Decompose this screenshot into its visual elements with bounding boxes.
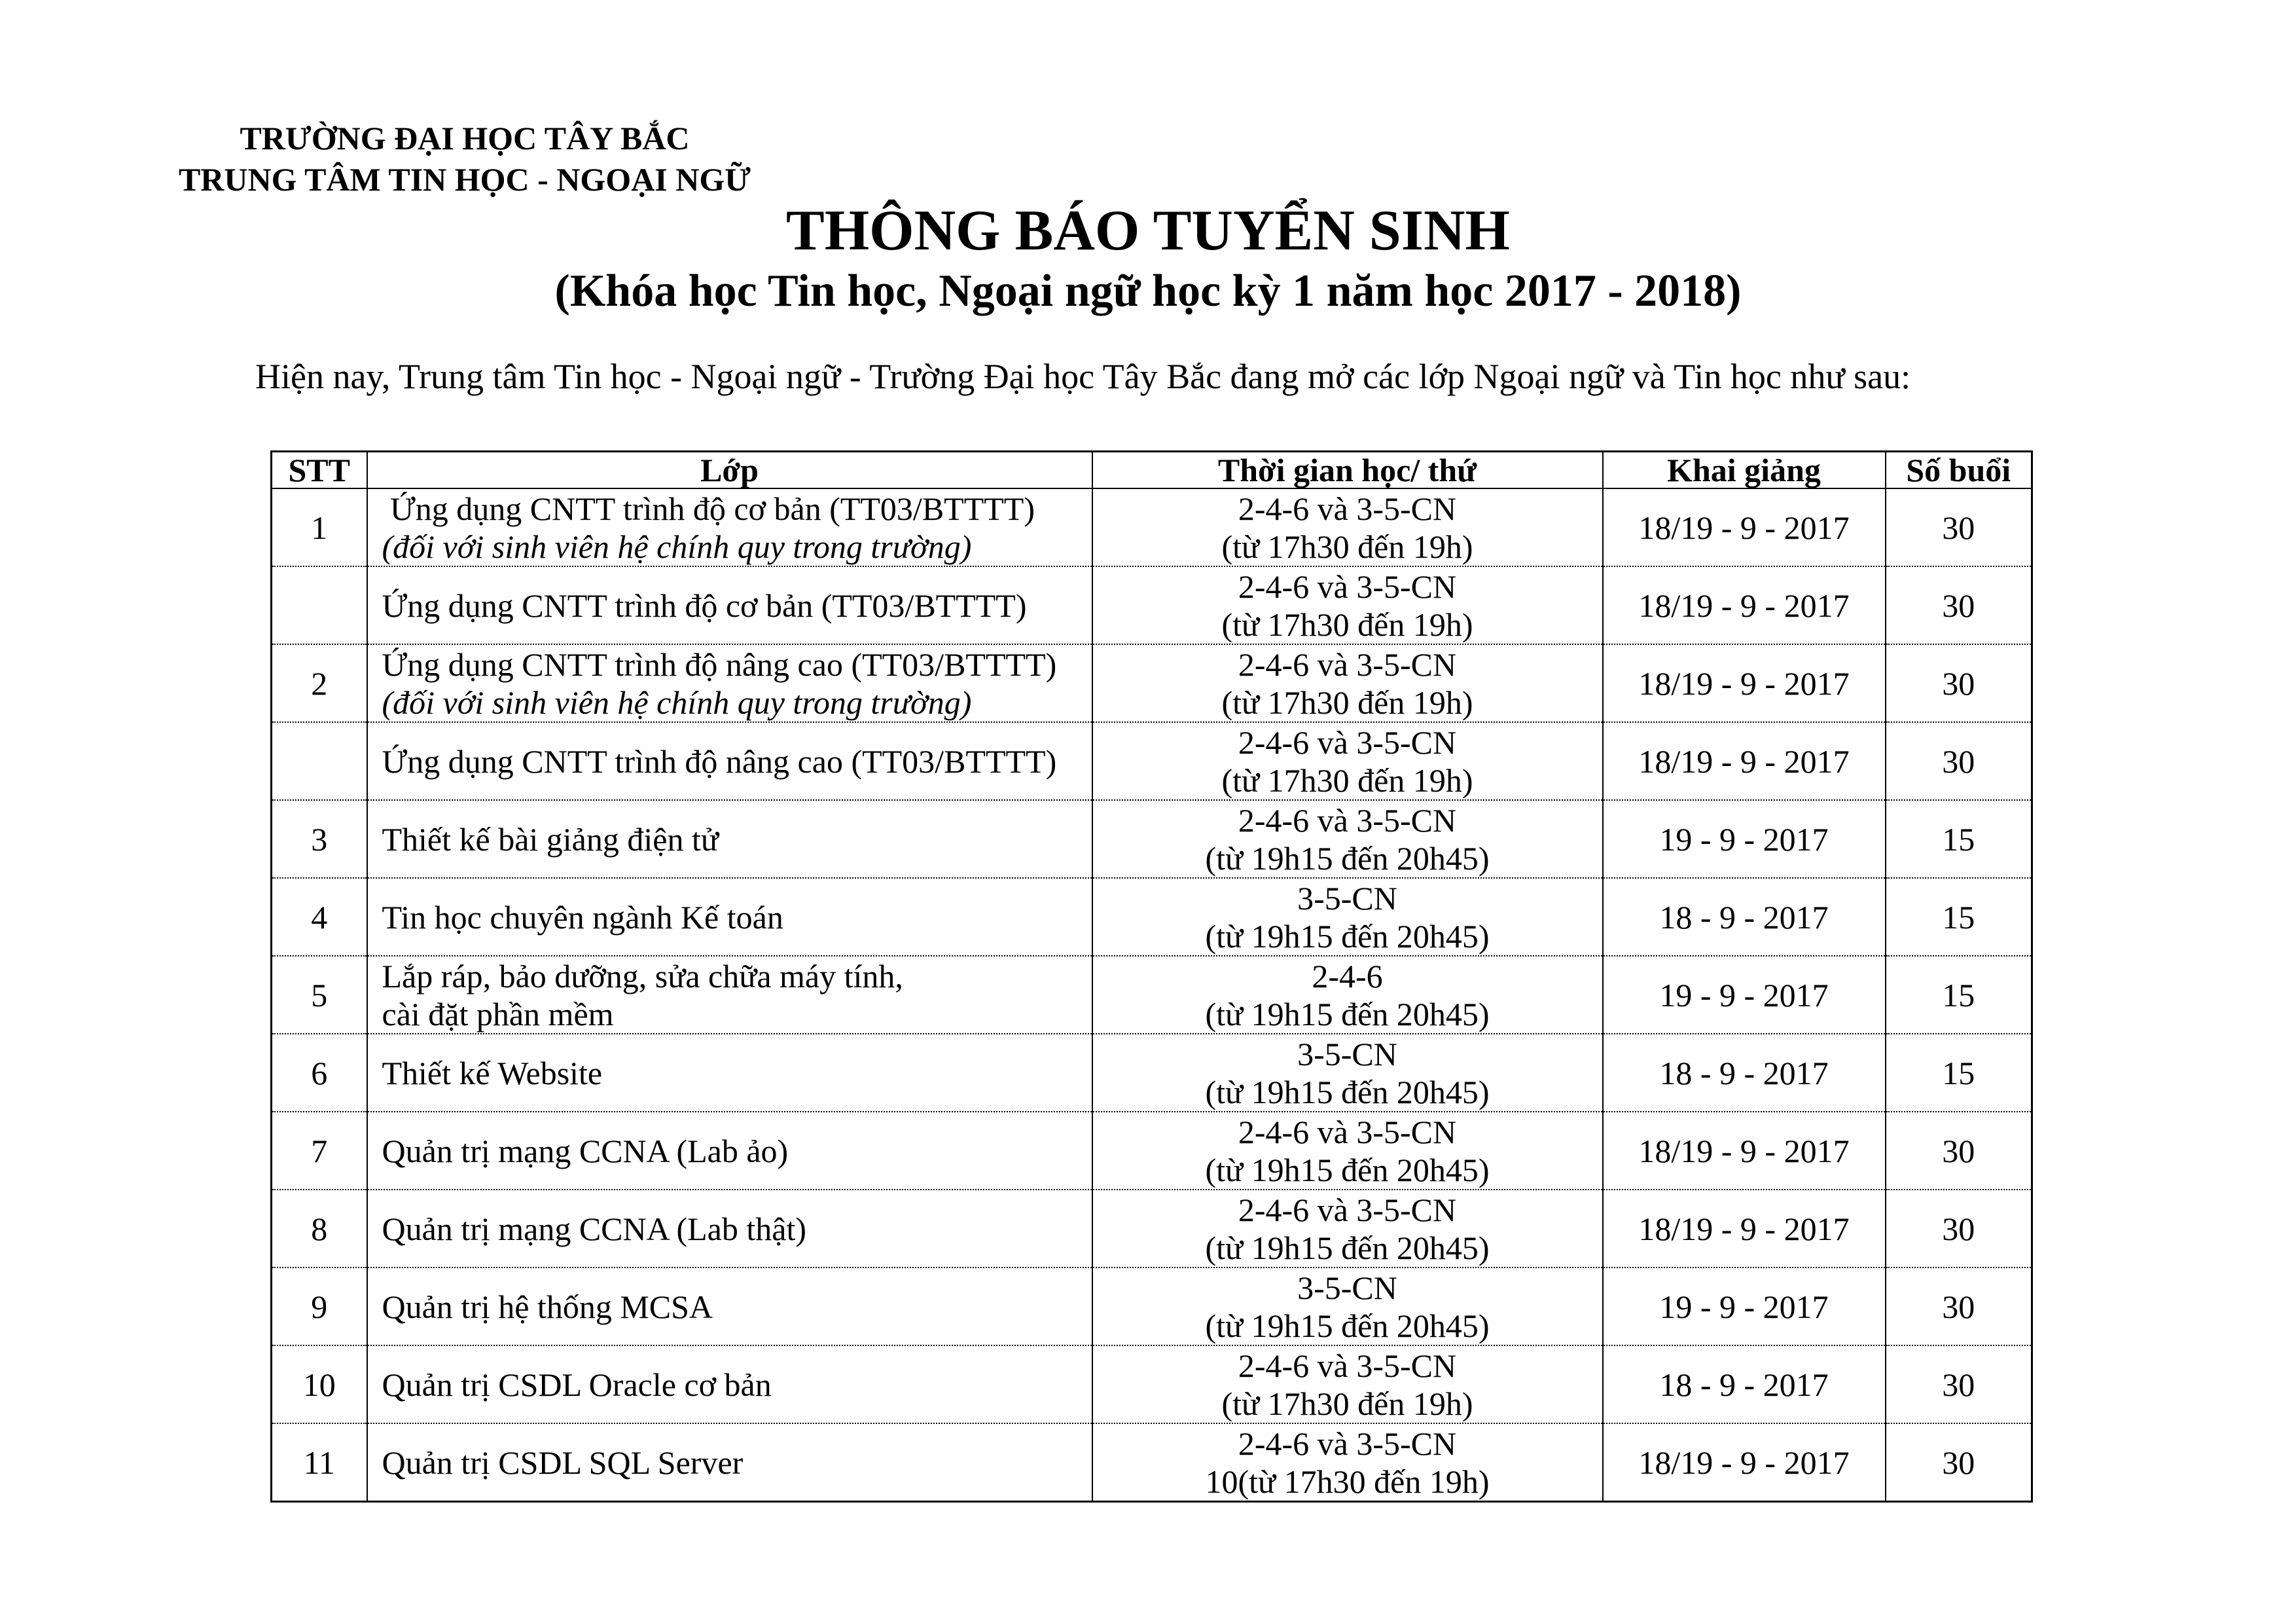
class-name-cell (367, 1034, 1092, 1112)
session-count: 30 (1886, 488, 2032, 566)
table-row (272, 1112, 2032, 1190)
schedule-hours: (từ 19h15 đến 20h45) (1205, 1307, 1490, 1344)
table-row (272, 722, 2032, 800)
university-name: TRƯỜNG ĐẠI HỌC TÂY BẮC (240, 120, 690, 156)
table-row (272, 1034, 2032, 1112)
session-count: 15 (1886, 956, 2032, 1034)
class-name-continued: cài đặt phần mềm (382, 995, 614, 1032)
start-date: 18/19 - 9 - 2017 (1603, 1190, 1886, 1267)
schedule-cell (1092, 1112, 1603, 1190)
start-date: 19 - 9 - 2017 (1603, 800, 1886, 878)
schedule-hours: (từ 17h30 đến 19h) (1221, 1385, 1473, 1422)
table-row (272, 1267, 2032, 1345)
schedule-cell (1092, 956, 1603, 1034)
class-name: Quản trị CSDL SQL Server (382, 1444, 744, 1481)
schedule-days: 2-4-6 và 3-5-CN (1238, 1347, 1457, 1384)
schedule-hours: (từ 19h15 đến 20h45) (1205, 917, 1490, 955)
row-number: 6 (272, 1034, 367, 1112)
schedule-hours: (từ 17h30 đến 19h) (1221, 606, 1473, 643)
class-name: Ứng dụng CNTT trình độ cơ bản (TT03/BTTTT) (382, 587, 1027, 624)
schedule-days: 3-5-CN (1297, 1035, 1397, 1072)
schedule-days: 2-4-6 và 3-5-CN (1238, 568, 1457, 605)
class-name: Ứng dụng CNTT trình độ cơ bản (TT03/BTTTT) (382, 490, 1035, 527)
column-header-schedule: Thời gian học/ thứ (1092, 452, 1603, 489)
schedule-cell (1092, 1034, 1603, 1112)
table-body (272, 488, 2032, 1502)
schedule-cell (1092, 488, 1603, 566)
class-name-cell (367, 1190, 1092, 1267)
table-row (272, 1423, 2032, 1502)
organization-header (151, 118, 779, 200)
schedule-days: 2-4-6 và 3-5-CN (1238, 1425, 1457, 1462)
schedule-days: 2-4-6 và 3-5-CN (1238, 1113, 1457, 1150)
start-date: 18/19 - 9 - 2017 (1603, 488, 1886, 566)
table-row (272, 1345, 2032, 1423)
class-name-cell (367, 956, 1092, 1034)
session-count: 15 (1886, 1034, 2032, 1112)
class-name: Thiết kế Website (382, 1054, 603, 1091)
row-number: 5 (272, 956, 367, 1034)
class-name: Thiết kế bài giảng điện tử (382, 820, 719, 858)
page-subtitle: (Khóa học Tin học, Ngoại ngữ học kỳ 1 năm học 2017 - 2018) (554, 266, 1742, 316)
session-count: 30 (1886, 1190, 2032, 1267)
session-count: 15 (1886, 878, 2032, 956)
start-date: 19 - 9 - 2017 (1603, 956, 1886, 1034)
schedule-cell (1092, 1267, 1603, 1345)
class-name-cell (367, 800, 1092, 878)
row-number: 2 (272, 644, 367, 722)
schedule-cell (1092, 1345, 1603, 1423)
start-date: 18/19 - 9 - 2017 (1603, 644, 1886, 722)
column-header-sessions: Số buổi (1886, 452, 2032, 489)
schedule-days: 2-4-6 (1312, 957, 1383, 994)
schedule-days: 2-4-6 và 3-5-CN (1238, 646, 1457, 683)
schedule-days: 3-5-CN (1297, 879, 1397, 917)
row-number: 4 (272, 878, 367, 956)
column-header-stt: STT (272, 452, 367, 489)
schedule-cell (1092, 722, 1603, 800)
class-name-cell (367, 488, 1092, 566)
class-name: Quản trị mạng CCNA (Lab thật) (382, 1210, 806, 1247)
schedule-cell (1092, 1190, 1603, 1267)
class-name-cell (367, 1267, 1092, 1345)
schedule-days: 2-4-6 và 3-5-CN (1238, 723, 1457, 761)
start-date: 18/19 - 9 - 2017 (1603, 1112, 1886, 1190)
column-header-start-date: Khai giảng (1603, 452, 1886, 489)
table-row (272, 566, 2032, 644)
schedule-cell (1092, 566, 1603, 644)
table-row (272, 800, 2032, 878)
session-count: 30 (1886, 722, 2032, 800)
start-date: 18/19 - 9 - 2017 (1603, 722, 1886, 800)
class-name-cell (367, 644, 1092, 722)
session-count: 30 (1886, 1112, 2032, 1190)
class-name: Quản trị hệ thống MCSA (382, 1288, 713, 1325)
schedule-hours: (từ 19h15 đến 20h45) (1205, 995, 1490, 1032)
row-number: 11 (272, 1423, 367, 1502)
class-name-cell (367, 1112, 1092, 1190)
session-count: 15 (1886, 800, 2032, 878)
class-name-cell (367, 878, 1092, 956)
schedule-hours: (từ 19h15 đến 20h45) (1205, 1073, 1490, 1110)
class-name: Quản trị mạng CCNA (Lab ảo) (382, 1132, 789, 1169)
schedule-cell (1092, 800, 1603, 878)
page-title: THÔNG BÁO TUYỂN SINH (786, 199, 1510, 263)
row-number (272, 566, 367, 644)
start-date: 18/19 - 9 - 2017 (1603, 1423, 1886, 1502)
session-count: 30 (1886, 1267, 2032, 1345)
start-date: 19 - 9 - 2017 (1603, 1267, 1886, 1345)
intro-paragraph: Hiện nay, Trung tâm Tin học - Ngoại ngữ - Trường Đại học Tây Bắc đang mở các lớp Ngoại ngữ và Tin học như sau: (255, 357, 1911, 396)
course-schedule-table (270, 450, 2033, 1503)
class-note: (đối với sinh viên hệ chính quy trong trường) (382, 528, 972, 565)
start-date: 18 - 9 - 2017 (1603, 1345, 1886, 1423)
row-number: 1 (272, 488, 367, 566)
schedule-days: 2-4-6 và 3-5-CN (1238, 490, 1457, 527)
schedule-cell (1092, 878, 1603, 956)
row-number: 3 (272, 800, 367, 878)
row-number: 9 (272, 1267, 367, 1345)
row-number (272, 722, 367, 800)
table-row (272, 644, 2032, 722)
column-header-class: Lớp (367, 452, 1092, 489)
session-count: 30 (1886, 644, 2032, 722)
schedule-cell (1092, 1423, 1603, 1502)
class-name-cell (367, 722, 1092, 800)
class-name: Ứng dụng CNTT trình độ nâng cao (TT03/BTTTT) (382, 646, 1057, 683)
schedule-hours: (từ 19h15 đến 20h45) (1205, 1229, 1490, 1266)
class-name-cell (367, 1345, 1092, 1423)
row-number: 10 (272, 1345, 367, 1423)
start-date: 18 - 9 - 2017 (1603, 878, 1886, 956)
schedule-hours: (từ 19h15 đến 20h45) (1205, 1151, 1490, 1188)
table-header-row (272, 452, 2032, 489)
class-name: Quản trị CSDL Oracle cơ bản (382, 1366, 772, 1403)
schedule-days: 2-4-6 và 3-5-CN (1238, 1191, 1457, 1228)
schedule-days: 3-5-CN (1297, 1269, 1397, 1306)
session-count: 30 (1886, 1423, 2032, 1502)
table-row (272, 1190, 2032, 1267)
schedule-hours: (từ 19h15 đến 20h45) (1205, 839, 1490, 877)
row-number: 8 (272, 1190, 367, 1267)
start-date: 18 - 9 - 2017 (1603, 1034, 1886, 1112)
center-name: TRUNG TÂM TIN HỌC - NGOẠI NGỮ (178, 161, 751, 198)
class-note: (đối với sinh viên hệ chính quy trong trường) (382, 684, 972, 721)
schedule-hours: (từ 17h30 đến 19h) (1221, 761, 1473, 799)
table-row (272, 488, 2032, 566)
session-count: 30 (1886, 566, 2032, 644)
session-count: 30 (1886, 1345, 2032, 1423)
class-name: Lắp ráp, bảo dưỡng, sửa chữa máy tính, (382, 957, 903, 994)
table-row (272, 878, 2032, 956)
class-name-cell (367, 1423, 1092, 1502)
class-name: Ứng dụng CNTT trình độ nâng cao (TT03/BTTTT) (382, 742, 1057, 780)
class-name: Tin học chuyên ngành Kế toán (382, 898, 783, 936)
schedule-hours: (từ 17h30 đến 19h) (1221, 528, 1473, 565)
row-number: 7 (272, 1112, 367, 1190)
start-date: 18/19 - 9 - 2017 (1603, 566, 1886, 644)
class-name-cell (367, 566, 1092, 644)
schedule-hours: (từ 17h30 đến 19h) (1221, 684, 1473, 721)
schedule-days: 2-4-6 và 3-5-CN (1238, 801, 1457, 839)
table-row (272, 956, 2032, 1034)
schedule-cell (1092, 644, 1603, 722)
schedule-hours: 10(từ 17h30 đến 19h) (1205, 1463, 1490, 1500)
